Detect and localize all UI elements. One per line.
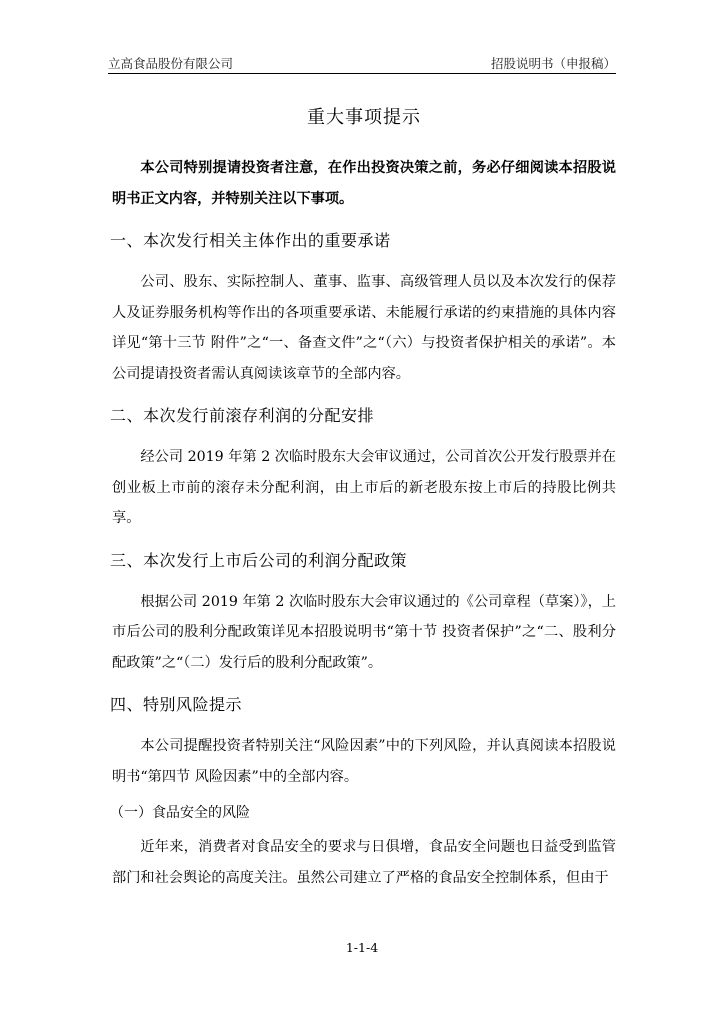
section-heading-2: 二、本次发行前滚存利润的分配安排 [110,406,375,425]
section-heading-4: 四、特别风险提示 [110,695,243,714]
header-company: 立高食品股份有限公司 [108,56,234,71]
header-rule [108,73,616,74]
document-title: 重大事项提示 [307,107,421,128]
subsection-heading-food-safety: （一）食品安全的风险 [110,805,250,821]
subsection-paragraph-food-safety: 近年来，消费者对食品安全的要求与日俱增，食品安全问题也日益受到监管部门和社会舆论的高度关注。虽然公司建立了严格的食品安全控制体系，但由于 [112,839,616,886]
document-body [112,103,616,893]
page-header [108,50,616,72]
section-paragraph-1: 公司、股东、实际控制人、董事、监事、高级管理人员以及本次发行的保荐人及证券服务机构等作出的各项重要承诺、未能履行承诺的约束措施的具体内容详见“第十三节 附件”之“一、备查文件”之“（六）与投资者保护相关的承诺”。本公司提请投资者需认真阅读该章节的全部内容。 [112,274,616,382]
section-heading-1: 一、本次发行相关主体作出的重要承诺 [110,231,391,250]
section-paragraph-4: 本公司提醒投资者特别关注“风险因素”中的下列风险，并认真阅读本招股说明书“第四节 风险因素”中的全部内容。 [112,738,616,785]
section-paragraph-2: 经公司 2019 年第 2 次临时股东大会审议通过，公司首次公开发行股票并在创业板上市前的滚存未分配利润，由上市后的新老股东按上市后的持股比例共享。 [112,449,616,526]
page-number: 1-1-4 [345,940,379,955]
section-heading-3: 三、本次发行上市后公司的利润分配政策 [110,550,408,570]
header-doc-type: 招股说明书（申报稿） [490,56,616,71]
intro-paragraph: 本公司特别提请投资者注意，在作出投资决策之前，务必仔细阅读本招股说明书正文内容，并特别关注以下事项。 [112,160,616,207]
section-paragraph-3: 根据公司 2019 年第 2 次临时股东大会审议通过的《公司章程（草案）》，上市后公司的股利分配政策详见本招股说明书“第十节 投资者保护”之“二、股利分配政策”之“（二）发行后的股利分配政策”。 [112,593,616,671]
